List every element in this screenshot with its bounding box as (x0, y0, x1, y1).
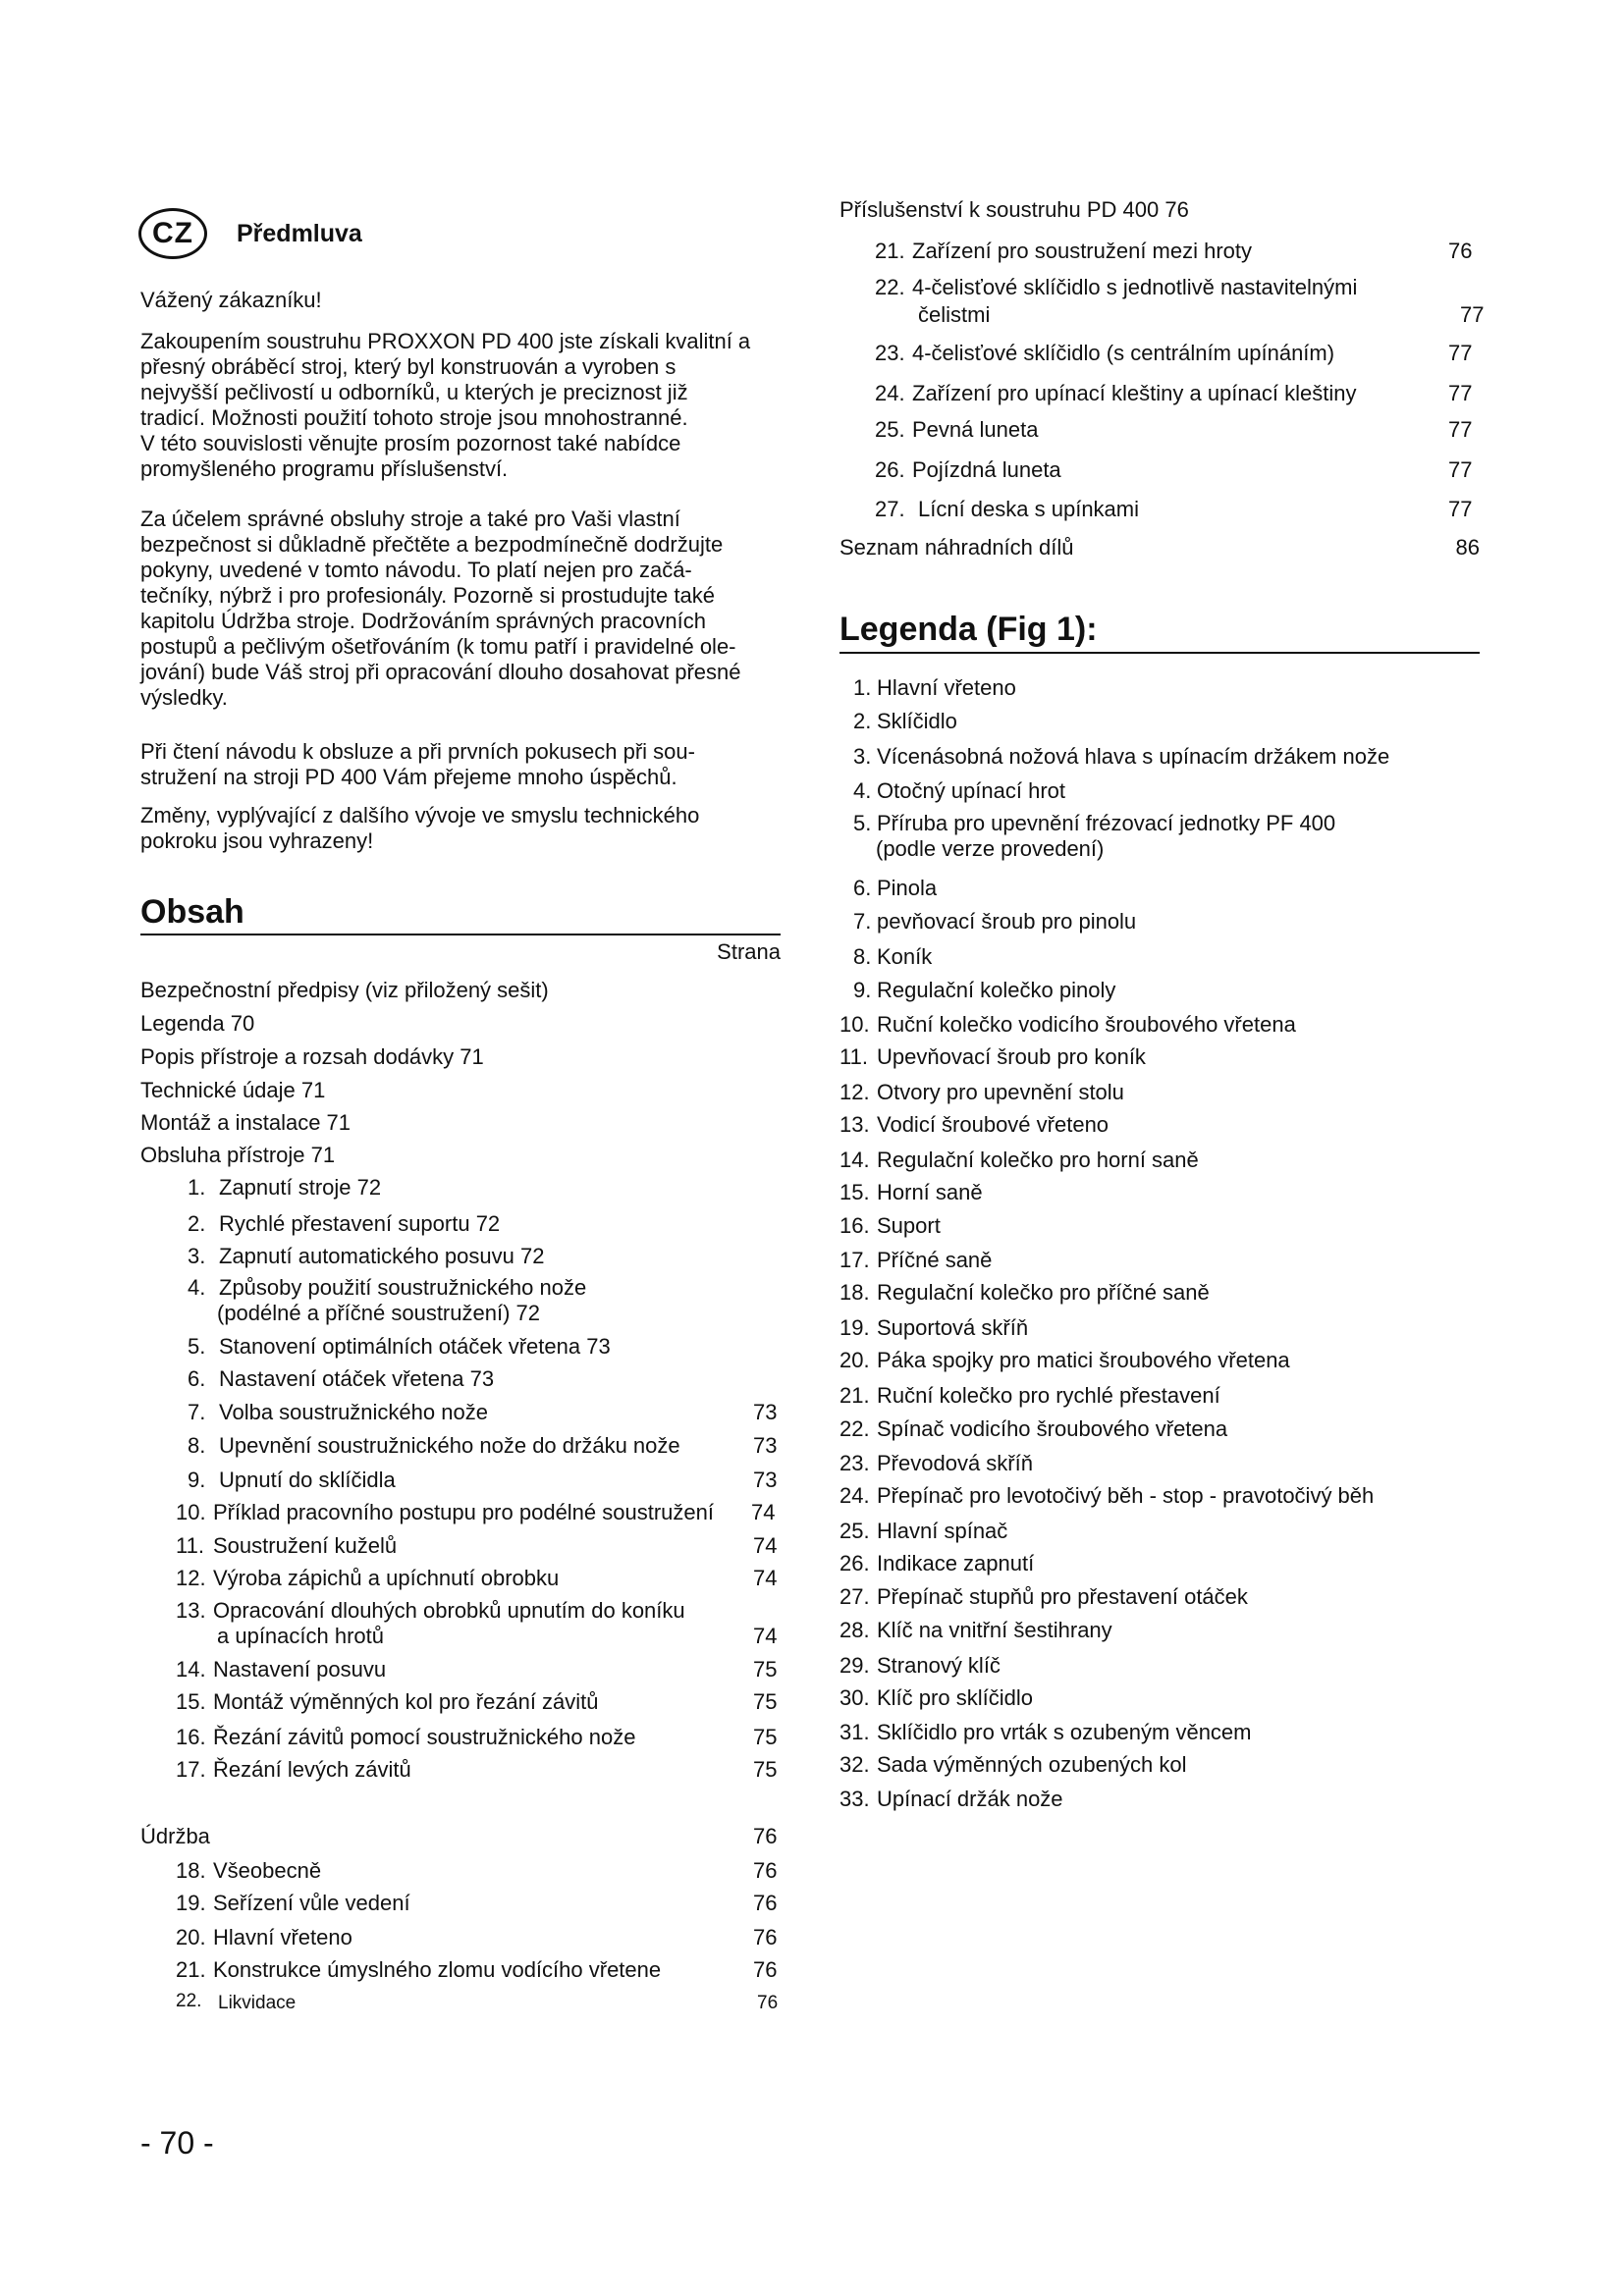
toc-item-page: 73 (753, 1433, 778, 1458)
paragraph-line: postupů a pečlivým ošetřováním (k tomu patří i pravidelné ole- (140, 634, 736, 659)
accessory-page: 77 (1448, 341, 1473, 365)
legend-label: Sada výměnných ozubených kol (877, 1752, 1187, 1777)
paragraph-line: Zakoupením soustruhu PROXXON PD 400 jste získali kvalitní a (140, 329, 751, 353)
legend-label: Suportová skříň (877, 1315, 1029, 1340)
accessory-number: 25. (875, 417, 905, 442)
toc-item-title: Volba soustružnického nože (219, 1400, 488, 1424)
legend-number: 3. (853, 744, 872, 769)
accessory-title: 4-čelisťové sklíčidlo s jednotlivě nastavitelnými (912, 275, 1358, 299)
accessory-page: 77 (1448, 417, 1473, 442)
accessory-title: Zařízení pro soustružení mezi hroty (912, 239, 1253, 263)
toc-item-title: Opracování dlouhých obrobků upnutím do koníku (213, 1598, 685, 1623)
legend-number: 18. (839, 1280, 870, 1305)
legend-label: Příčné saně (877, 1248, 993, 1272)
toc-item-title: Nastavení otáček vřetena 73 (219, 1366, 495, 1391)
paragraph-line: Změny, vyplývající z dalšího vývoje ve smyslu technického (140, 803, 700, 828)
legend-number: 6. (853, 876, 872, 900)
legend-number: 26. (839, 1551, 870, 1575)
legend-number: 10. (839, 1012, 870, 1037)
toc-item-page: 74 (751, 1500, 776, 1524)
toc-item-number: 12. (176, 1566, 206, 1590)
toc-item-title-cont: a upínacích hrotů (217, 1624, 385, 1648)
legend-label: Vícenásobná nožová hlava s upínacím držákem nože (877, 744, 1390, 769)
toc-item-title: Řezání levých závitů (213, 1757, 411, 1782)
toc-item-page: 74 (753, 1533, 778, 1558)
toc-item-number: 17. (176, 1757, 206, 1782)
toc-item-number: 8. (188, 1433, 206, 1458)
legend-label: Regulační kolečko pinoly (877, 978, 1116, 1002)
legend-label: Přepínač pro levotočivý běh - stop - pravotočivý běh (877, 1483, 1375, 1508)
legend-label: Hlavní vřeteno (877, 675, 1016, 700)
toc-maintenance-page: 76 (753, 1824, 778, 1848)
accessory-title: Zařízení pro upínací kleštiny a upínací kleštiny (912, 381, 1357, 405)
paragraph-line: V této souvislosti věnujte prosím pozornost také nabídce (140, 431, 681, 455)
paragraph-line: stružení na stroji PD 400 Vám přejeme mnoho úspěchů. (140, 765, 677, 789)
legend-number: 13. (839, 1112, 870, 1137)
legend-label: pevňovací šroub pro pinolu (877, 909, 1137, 934)
legend-number: 15. (839, 1180, 870, 1204)
paragraph-line: bezpečnost si důkladně přečtěte a bezpodmínečně dodržujte (140, 532, 724, 557)
toc-item-page: 74 (753, 1624, 778, 1648)
toc-item-title: Všeobecně (213, 1858, 322, 1883)
legend-number: 11. (839, 1044, 868, 1069)
accessory-number: 21. (875, 239, 905, 263)
legend-label: Hlavní spínač (877, 1519, 1008, 1543)
accessory-page: 77 (1448, 457, 1473, 482)
accessory-page: 77 (1448, 497, 1473, 521)
paragraph-line: výsledky. (140, 685, 228, 710)
legend-number: 24. (839, 1483, 870, 1508)
toc-item-number: 11. (176, 1533, 204, 1558)
toc-item-title: Rychlé přestavení suportu 72 (219, 1211, 501, 1236)
toc-entry: Technické údaje 71 (140, 1078, 326, 1102)
toc-maintenance: Údržba (140, 1824, 210, 1848)
legend-label: Suport (877, 1213, 941, 1238)
legend-label: Klíč na vnitřní šestihrany (877, 1618, 1112, 1642)
accessories-title: Příslušenství k soustruhu PD 400 76 (839, 197, 1189, 222)
toc-item-title: Hlavní vřeteno (213, 1925, 352, 1949)
legend-number: 2. (853, 709, 872, 733)
legend-number: 9. (853, 978, 872, 1002)
legend-label: Stranový klíč (877, 1653, 1001, 1678)
toc-item-number: 16. (176, 1725, 206, 1749)
accessory-number: 23. (875, 341, 905, 365)
legend-label-cont: (podle verze provedení) (876, 836, 1105, 861)
legend-number: 7. (853, 909, 872, 934)
legend-number: 8. (853, 944, 872, 969)
toc-item-title: Upevnění soustružnického nože do držáku nože (219, 1433, 680, 1458)
accessory-title-cont: čelistmi (918, 302, 991, 327)
toc-item-number: 22. (176, 1991, 202, 2011)
legend-number: 1. (853, 675, 872, 700)
toc-item-title: Řezání závitů pomocí soustružnického nože (213, 1725, 636, 1749)
legend-label: Spínač vodicího šroubového vřetena (877, 1416, 1228, 1441)
toc-item-title: Upnutí do sklíčidla (219, 1468, 396, 1492)
toc-item-number: 10. (176, 1500, 206, 1524)
toc-item-number: 19. (176, 1891, 206, 1915)
legend-number: 28. (839, 1618, 870, 1642)
toc-page-header: Strana (717, 939, 781, 964)
legend-number: 17. (839, 1248, 870, 1272)
legend-label: Regulační kolečko pro horní saně (877, 1148, 1199, 1172)
paragraph-line: pokyny, uvedené v tomto návodu. To platí nejen pro začá- (140, 558, 692, 582)
paragraph-line: tradicí. Možnosti použití tohoto stroje jsou mnohostranné. (140, 405, 688, 430)
legend-number: 22. (839, 1416, 870, 1441)
toc-item-number: 6. (188, 1366, 206, 1391)
accessory-number: 26. (875, 457, 905, 482)
legend-number: 14. (839, 1148, 870, 1172)
toc-rule (140, 934, 781, 935)
legend-label: Přepínač stupňů pro přestavení otáček (877, 1584, 1248, 1609)
accessory-title: Pojízdná luneta (912, 457, 1061, 482)
greeting: Vážený zákazníku! (140, 288, 322, 312)
legend-label: Klíč pro sklíčidlo (877, 1685, 1033, 1710)
legend-label: Horní saně (877, 1180, 983, 1204)
legend-label: Převodová skříň (877, 1451, 1033, 1475)
page-number: - 70 - (140, 2125, 214, 2161)
toc-item-page: 75 (753, 1757, 778, 1782)
language-badge: CZ (138, 208, 207, 259)
legend-label: Ruční kolečko pro rychlé přestavení (877, 1383, 1220, 1408)
legend-number: 31. (839, 1720, 870, 1744)
spares-page: 86 (1455, 535, 1480, 560)
toc-item-page: 75 (753, 1725, 778, 1749)
toc-item-title: Příklad pracovního postupu pro podélné soustružení (213, 1500, 714, 1524)
legend-label: Indikace zapnutí (877, 1551, 1035, 1575)
paragraph-line: přesný obráběcí stroj, který byl konstruován a vyroben s (140, 354, 677, 379)
legend-label: Otočný upínací hrot (877, 778, 1065, 803)
toc-item-title: Konstrukce úmyslného zlomu vodícího vřetene (213, 1957, 662, 1982)
legend-number: 23. (839, 1451, 870, 1475)
legend-number: 33. (839, 1787, 870, 1811)
toc-entry: Bezpečnostní předpisy (viz přiložený sešit) (140, 978, 549, 1002)
legend-number: 4. (853, 778, 872, 803)
legend-label: Sklíčidlo (877, 709, 957, 733)
legend-number: 27. (839, 1584, 870, 1609)
toc-item-number: 9. (188, 1468, 206, 1492)
legend-number: 19. (839, 1315, 870, 1340)
toc-item-number: 20. (176, 1925, 206, 1949)
accessory-number: 27. (875, 497, 905, 521)
toc-item-title: Stanovení optimálních otáček vřetena 73 (219, 1334, 611, 1359)
toc-title: Obsah (140, 893, 244, 931)
legend-number: 30. (839, 1685, 870, 1710)
toc-entry: Obsluha přístroje 71 (140, 1143, 336, 1167)
legend-title: Legenda (Fig 1): (839, 611, 1098, 648)
legend-label: Sklíčidlo pro vrták s ozubeným věncem (877, 1720, 1252, 1744)
toc-item-number: 15. (176, 1689, 206, 1714)
toc-item-title: Zapnutí stroje 72 (219, 1175, 382, 1200)
toc-item-number: 21. (176, 1957, 206, 1982)
accessory-title: Lícní deska s upínkami (918, 497, 1140, 521)
legend-label: Upínací držák nože (877, 1787, 1063, 1811)
toc-item-title: Způsoby použití soustružnického nože (219, 1275, 587, 1300)
toc-item-number: 7. (188, 1400, 206, 1424)
accessory-page: 77 (1448, 381, 1473, 405)
legend-number: 12. (839, 1080, 870, 1104)
toc-item-page: 74 (753, 1566, 778, 1590)
legend-number: 20. (839, 1348, 870, 1372)
toc-entry: Legenda 70 (140, 1011, 255, 1036)
toc-item-number: 3. (188, 1244, 206, 1268)
accessory-title: Pevná luneta (912, 417, 1039, 442)
legend-label: Ruční kolečko vodicího šroubového vřetena (877, 1012, 1296, 1037)
legend-number: 29. (839, 1653, 870, 1678)
toc-item-number: 1. (188, 1175, 206, 1200)
toc-item-title: Nastavení posuvu (213, 1657, 387, 1682)
toc-item-title: Montáž výměnných kol pro řezání závitů (213, 1689, 599, 1714)
legend-label: Regulační kolečko pro příčné saně (877, 1280, 1210, 1305)
paragraph-line: Při čtení návodu k obsluze a při prvních pokusech při sou- (140, 739, 695, 764)
accessory-page: 77 (1460, 302, 1485, 327)
toc-item-number: 13. (176, 1598, 206, 1623)
toc-item-number: 2. (188, 1211, 206, 1236)
paragraph-line: jování) bude Váš stroj při opracování dlouho dosahovat přesné (140, 660, 741, 684)
legend-label: Příruba pro upevnění frézovací jednotky PF 400 (877, 811, 1336, 835)
legend-label: Páka spojky pro matici šroubového vřetena (877, 1348, 1290, 1372)
paragraph-line: kapitolu Údržba stroje. Dodržováním správných pracovních (140, 609, 706, 633)
paragraph-line: pokroku jsou vyhrazeny! (140, 828, 374, 853)
spares-label: Seznam náhradních dílů (839, 535, 1074, 560)
accessory-number: 24. (875, 381, 905, 405)
toc-item-page: 75 (753, 1657, 778, 1682)
legend-number: 25. (839, 1519, 870, 1543)
legend-number: 21. (839, 1383, 870, 1408)
accessory-number: 22. (875, 275, 905, 299)
toc-item-page: 76 (753, 1925, 778, 1949)
legend-label: Vodicí šroubové vřeteno (877, 1112, 1110, 1137)
legend-label: Upevňovací šroub pro koník (877, 1044, 1146, 1069)
paragraph-line: Za účelem správné obsluhy stroje a také pro Vaši vlastní (140, 507, 680, 531)
paragraph-line: tečníky, nýbrž i pro profesionály. Pozorně si prostudujte také (140, 583, 715, 608)
paragraph-line: nejvyšší pečlivostí u odborníků, u kterých je preciznost již (140, 380, 688, 404)
toc-item-number: 18. (176, 1858, 206, 1883)
toc-item-title: Soustružení kuželů (213, 1533, 398, 1558)
toc-item-title: Zapnutí automatického posuvu 72 (219, 1244, 545, 1268)
toc-item-title: Výroba zápichů a upíchnutí obrobku (213, 1566, 560, 1590)
legend-number: 32. (839, 1752, 870, 1777)
legend-rule (839, 652, 1480, 654)
toc-item-page: 76 (757, 1993, 779, 2013)
legend-number: 5. (853, 811, 872, 835)
legend-label: Koník (877, 944, 933, 969)
toc-entry: Montáž a instalace 71 (140, 1110, 352, 1135)
legend-number: 16. (839, 1213, 870, 1238)
toc-item-number: 5. (188, 1334, 206, 1359)
toc-item-number: 4. (188, 1275, 206, 1300)
paragraph-line: promyšleného programu příslušenství. (140, 456, 509, 481)
legend-label: Otvory pro upevnění stolu (877, 1080, 1124, 1104)
toc-item-number: 14. (176, 1657, 206, 1682)
toc-item-page: 76 (753, 1957, 778, 1982)
toc-item-title: Likvidace (218, 1993, 297, 2013)
toc-item-page: 75 (753, 1689, 778, 1714)
toc-item-title-cont: (podélné a příčné soustružení) 72 (217, 1301, 540, 1325)
legend-label: Pinola (877, 876, 938, 900)
intro-title: Předmluva (237, 220, 362, 247)
toc-item-title: Seřízení vůle vedení (213, 1891, 410, 1915)
toc-item-page: 73 (753, 1468, 778, 1492)
toc-item-page: 76 (753, 1891, 778, 1915)
toc-item-page: 73 (753, 1400, 778, 1424)
toc-entry: Popis přístroje a rozsah dodávky 71 (140, 1044, 484, 1069)
toc-item-page: 76 (753, 1858, 778, 1883)
accessory-title: 4-čelisťové sklíčidlo (s centrálním upínáním) (912, 341, 1335, 365)
accessory-page: 76 (1448, 239, 1473, 263)
